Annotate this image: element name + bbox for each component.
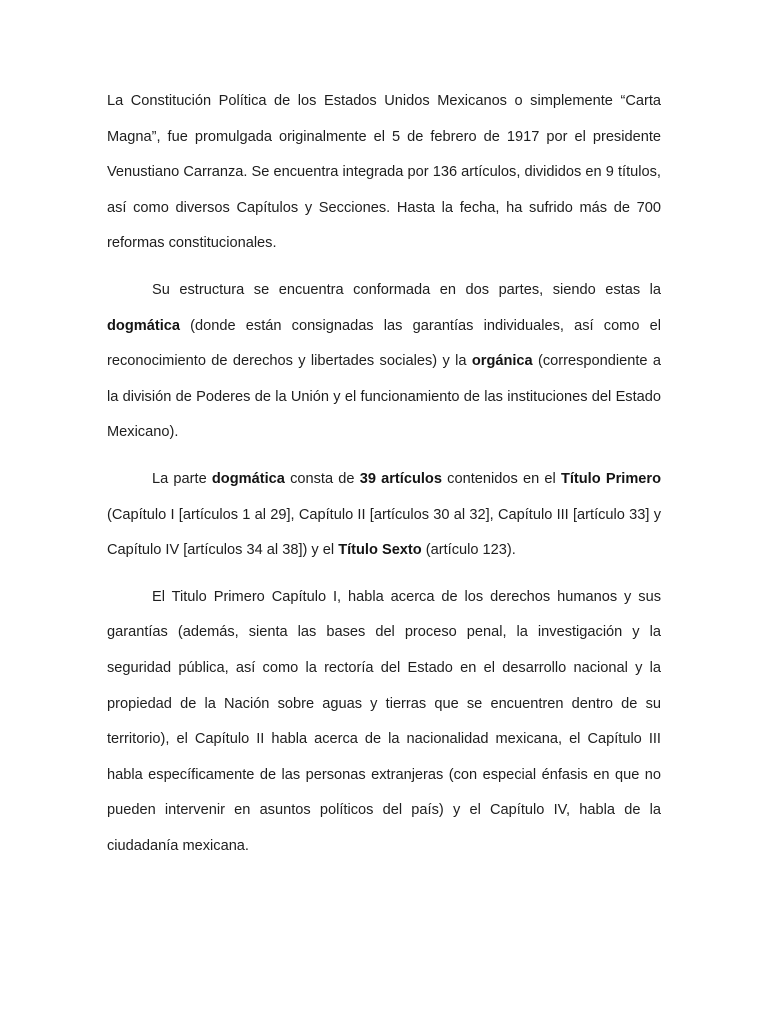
paragraph-text: Su estructura se encuentra conformada en dos partes, siendo estas la — [152, 281, 661, 298]
paragraph-text: El Titulo Primero Capítulo I, habla acerca de los derechos humanos y sus garantías (además, sienta las bases del proceso penal, la investigación y la seguridad pública, así como la rectoría del Estado en el desarrollo nacional y la propiedad de la Nación sobre aguas y tierras que se encuentren dentro de su territorio), el Capítulo II habla acerca de la nacionalidad mexicana, el Capítulo III habla específicamente de las personas extranjeras (con especial énfasis en que no pueden intervenir en asuntos políticos del país) y el Capítulo IV, habla de la ciudadanía mexicana. — [107, 588, 661, 854]
paragraph-structure — [107, 273, 661, 451]
paragraph-dogmatic-part — [107, 462, 661, 569]
paragraph-text: contenidos en el — [441, 470, 561, 487]
paragraph-text: (Capítulo I [artículos 1 al 29], Capítulo II [artículos 30 al 32], Capítulo III [artículo 33] y Capítulo IV [artículos 34 al 38]) y el — [107, 506, 661, 559]
paragraph-text: La parte — [152, 470, 212, 487]
bold-term: dogmática — [211, 470, 285, 487]
bold-term: Título Sexto — [338, 542, 422, 559]
paragraph-text: (artículo 123). — [421, 542, 516, 559]
bold-term: 39 artículos — [359, 470, 442, 487]
bold-term: dogmática — [107, 317, 180, 334]
bold-term: orgánica — [471, 353, 533, 370]
paragraph-text: La Constitución Política de los Estados Unidos Mexicanos o simplemente “Carta Magna”, fue promulgada originalmente el 5 de febrero de 1917 por el presidente Venustiano Carranza. Se encuentra integrada por 136 artículos, divididos en 9 títulos, así como diversos Capítulos y Secciones. Hasta la fecha, ha sufrido más de 700 reformas constitucionales. — [107, 93, 661, 252]
paragraph-intro — [107, 84, 661, 262]
document-body — [107, 84, 661, 875]
paragraph-text: consta de — [284, 470, 360, 487]
paragraph-text: (correspondiente a la división de Poderes de la Unión y el funcionamiento de las instituciones del Estado Mexicano). — [107, 353, 662, 441]
paragraph-text: (donde están consignadas las garantías individuales, así como el reconocimiento de derechos y libertades sociales) y la — [107, 317, 661, 370]
paragraph-title-one — [107, 580, 661, 865]
bold-term: Título Primero — [560, 470, 661, 487]
